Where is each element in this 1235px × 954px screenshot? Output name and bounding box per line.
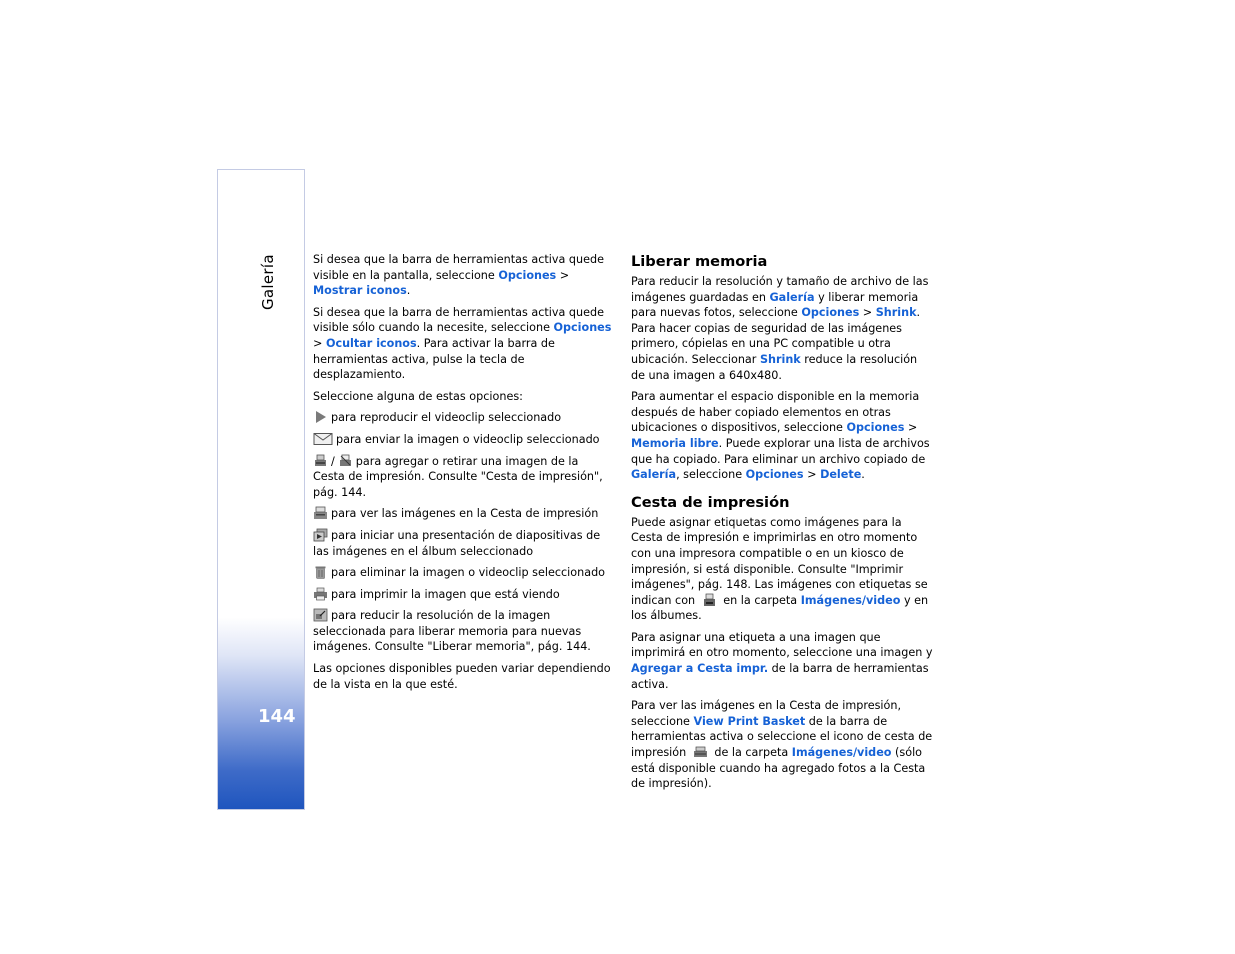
menu-path-agregar-cesta: Agregar a Cesta impr. <box>631 662 769 676</box>
option-delete: para eliminar la imagen o videoclip seleccionado <box>313 565 613 581</box>
print-basket-icon <box>693 745 708 759</box>
shrink-icon <box>313 608 328 622</box>
page-number: 144 <box>258 706 296 727</box>
paragraph-hide-icons: Si desea que la barra de herramientas activa quede visible sólo cuando la necesite, seleccione Opciones > Ocultar iconos. Para activar la barra de herramientas activa, pulse la tecla de desplazamiento. <box>313 305 612 382</box>
paragraph-view-basket: Para ver las imágenes en la Cesta de impresión, seleccione View Print Basket de la barra de herramientas activa o seleccione el icono de cesta de impresión de la carpeta Imágenes/video (sólo está disponible cuando ha agregado fotos a la Cesta de impresión). <box>631 699 933 791</box>
menu-path-opciones: Opciones <box>801 306 860 320</box>
folder-imagenes-video: Imágenes/video <box>791 746 892 760</box>
menu-path-delete: Delete <box>820 468 862 482</box>
printer-icon <box>313 587 328 601</box>
heading-liberar-memoria: Liberar memoria <box>631 253 768 270</box>
menu-path-galeria: Galería <box>631 468 677 482</box>
menu-path-opciones: Opciones <box>846 421 905 435</box>
play-icon <box>313 410 328 424</box>
paragraph-shrink: Para reducir la resolución y tamaño de archivo de las imágenes guardadas en Galería y liberar memoria para nuevas fotos, seleccione Opciones > Shrink. Para hacer copias de seguridad de las imágenes primero, cópielas en una PC compatible u otra ubicación. Seleccionar Shrink reduce la resolución de una imagen a 640x480. <box>631 275 929 382</box>
option-slideshow: para iniciar una presentación de diapositivas de las imágenes en el álbum seleccionado <box>313 528 601 558</box>
print-basket-add-icon <box>313 454 328 468</box>
menu-path-ocultar-iconos: Ocultar iconos <box>325 336 417 350</box>
paragraph-assign-tag: Para asignar una etiqueta a una imagen que imprimirá en otro momento, seleccione una imagen y Agregar a Cesta impr. de la barra de herramientas activa. <box>631 630 933 691</box>
left-column <box>313 252 613 698</box>
slideshow-icon <box>313 528 328 542</box>
option-print: para imprimir la imagen que está viendo <box>313 587 613 603</box>
menu-path-shrink: Shrink <box>759 352 801 366</box>
paragraph-print-tags: Puede asignar etiquetas como imágenes para la Cesta de impresión e imprimirlas en otro momento con una impresora compatible o en un kiosco de impresión, si está disponible. Consulte "Imprimir imágenes", pág. 148. Las imágenes con etiquetas se indican con en la carpeta Imágenes/video y en los álbumes. <box>631 515 929 623</box>
option-view-basket: para ver las imágenes en la Cesta de impresión <box>313 506 613 522</box>
print-tag-icon <box>702 593 717 607</box>
print-basket-view-icon <box>313 506 328 520</box>
menu-path-opciones: Opciones <box>745 468 804 482</box>
option-play: para reproducir el videoclip seleccionado <box>313 410 613 426</box>
menu-path-mostrar-iconos: Mostrar iconos <box>313 284 407 298</box>
chapter-title: Galería <box>259 254 277 310</box>
option-send: para enviar la imagen o videoclip seleccionado <box>313 432 613 448</box>
folder-imagenes-video: Imágenes/video <box>800 593 901 607</box>
paragraph-show-icons: Si desea que la barra de herramientas activa quede visible en la pantalla, seleccione Opciones > Mostrar iconos. <box>313 253 604 298</box>
menu-path-galeria: Galería <box>769 290 815 304</box>
menu-path-opciones: Opciones <box>498 268 557 282</box>
envelope-icon <box>313 432 333 446</box>
paragraph-free-memory: Para aumentar el espacio disponible en la memoria después de haber copiado elementos en otras ubicaciones o dispositivos, seleccione Opciones > Memoria libre. Puede explorar una lista de archivos que ha copiado. Para eliminar un archivo copiado de Galería, seleccione Opciones > Delete. <box>631 390 930 482</box>
menu-path-shrink: Shrink <box>875 306 917 320</box>
trash-icon <box>313 565 328 579</box>
heading-cesta-impresion: Cesta de impresión <box>631 493 790 511</box>
menu-path-opciones: Opciones <box>553 321 612 335</box>
option-print-basket-toggle: / para agregar o retirar una imagen de la Cesta de impresión. Consulte "Cesta de impresión", pág. 144. <box>313 454 603 499</box>
paragraph-select-options: Seleccione alguna de estas opciones: <box>313 389 523 403</box>
right-column <box>631 252 933 798</box>
menu-path-view-print-basket: View Print Basket <box>693 714 806 728</box>
paragraph-options-vary: Las opciones disponibles pueden variar dependiendo de la vista en la que esté. <box>313 662 611 691</box>
print-basket-remove-icon <box>338 454 353 468</box>
option-shrink: para reducir la resolución de la imagen seleccionada para liberar memoria para nuevas imágenes. Consulte "Liberar memoria", pág. 144. <box>313 609 591 654</box>
menu-path-memoria-libre: Memoria libre <box>631 436 719 450</box>
